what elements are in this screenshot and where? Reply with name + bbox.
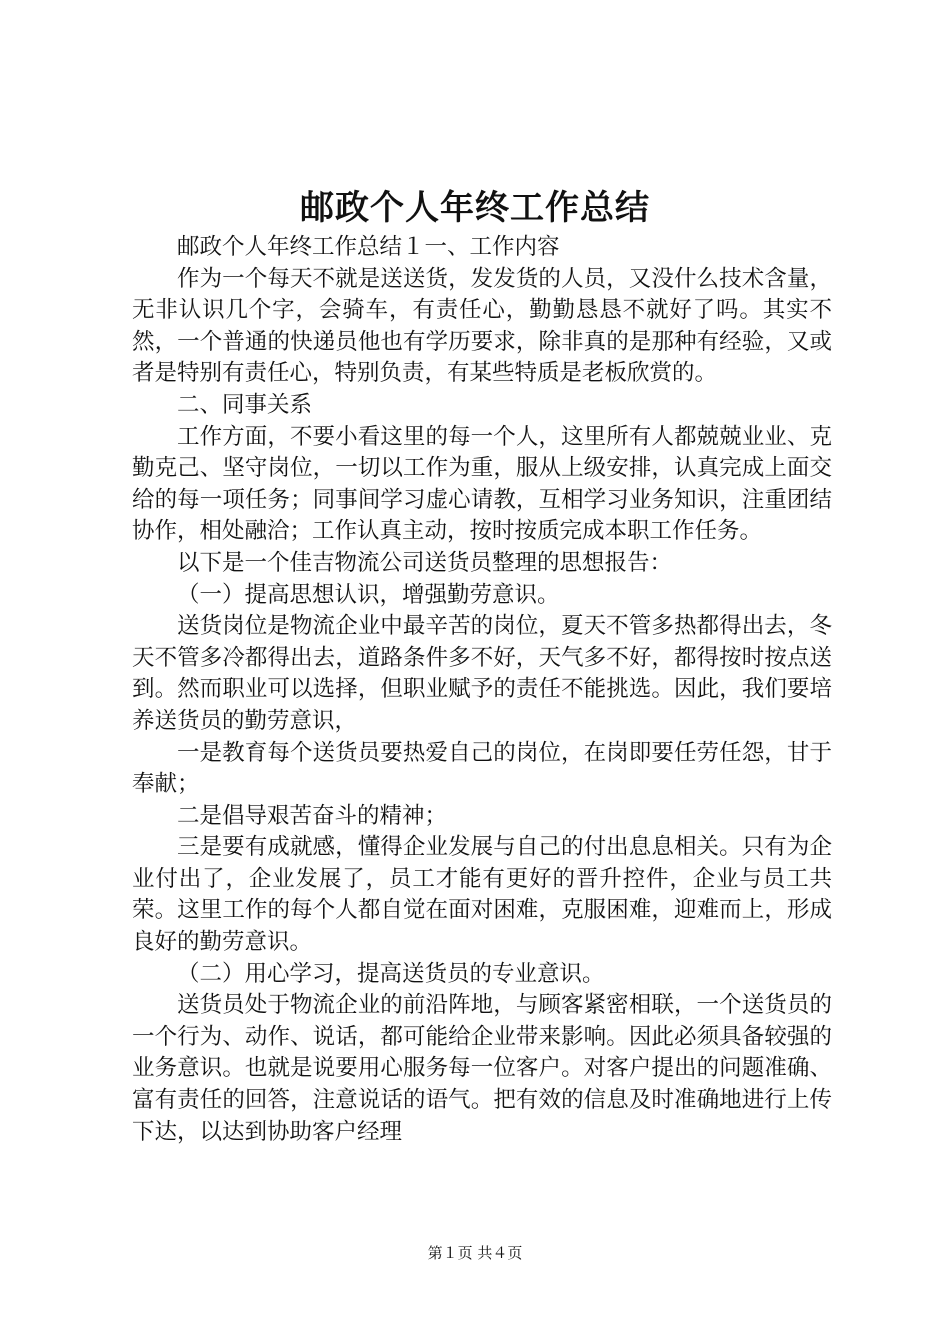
document-title: 邮政个人年终工作总结 — [300, 188, 650, 228]
paragraph: 作为一个每天不就是送送货，发发货的人员，又没什么技术含量，无非认识几个字，会骑车，有责任心，勤勤恳恳不就好了吗。其实不然，一个普通的快递员他也有学历要求，除非真的是那种有经验，又或者是特别有责任心，特别负责，有某些特质是老板欣赏的。 — [132, 265, 832, 387]
paragraph: 邮政个人年终工作总结１一、工作内容 — [177, 234, 560, 260]
paragraph: 二是倡导艰苦奋斗的精神； — [177, 802, 448, 829]
paragraph: 工作方面，不要小看这里的每一个人，这里所有人都兢兢业业、克勤克己、坚守岗位，一切以工作为重，服从上级安排，认真完成上面交给的每一项任务；同事间学习虚心请教，互相学习业务知识，注重团结协作，相处融洽；工作认真主动，按时按质完成本职工作任务。 — [132, 423, 832, 545]
page-number-footer: 第１页 共４页 — [427, 1244, 523, 1262]
paragraph: 二、同事关系 — [177, 391, 313, 418]
paragraph: 送货员处于物流企业的前沿阵地，与顾客紧密相联，一个送货员的一个行为、动作、说话，都可能给企业带来影响。因此必须具备较强的业务意识。也就是说要用心服务每一位客户。对客户提出的问题准确、富有责任的回答，注意说话的语气。把有效的信息及时准确地进行上传下达，以达到协助客户经理 — [132, 992, 832, 1145]
paragraph: 以下是一个佳吉物流公司送货员整理的思想报告： — [177, 549, 673, 576]
document-body — [132, 232, 832, 1148]
paragraph: 送货岗位是物流企业中最辛苦的岗位，夏天不管多热都得出去，冬天不管多冷都得出去，道路条件多不好，天气多不好，都得按时按点送到。然而职业可以选择，但职业赋予的责任不能挑选。因此，我们要培养送货员的勤劳意识， — [132, 613, 832, 734]
paragraph: 一是教育每个送货员要热爱自己的岗位，在岗即要任劳任怨，甘于奉献； — [132, 739, 832, 798]
paragraph: （二）用心学习，提高送货员的专业意识。 — [177, 960, 605, 987]
paragraph: 三是要有成就感，懂得企业发展与自己的付出息息相关。只有为企业付出了，企业发展了，员工才能有更好的晋升控件，企业与员工共荣。这里工作的每个人都自觉在面对困难，克服困难，迎难而上，形成良好的勤劳意识。 — [132, 834, 832, 956]
paragraph: （一）提高思想认识，增强勤劳意识。 — [177, 581, 560, 608]
